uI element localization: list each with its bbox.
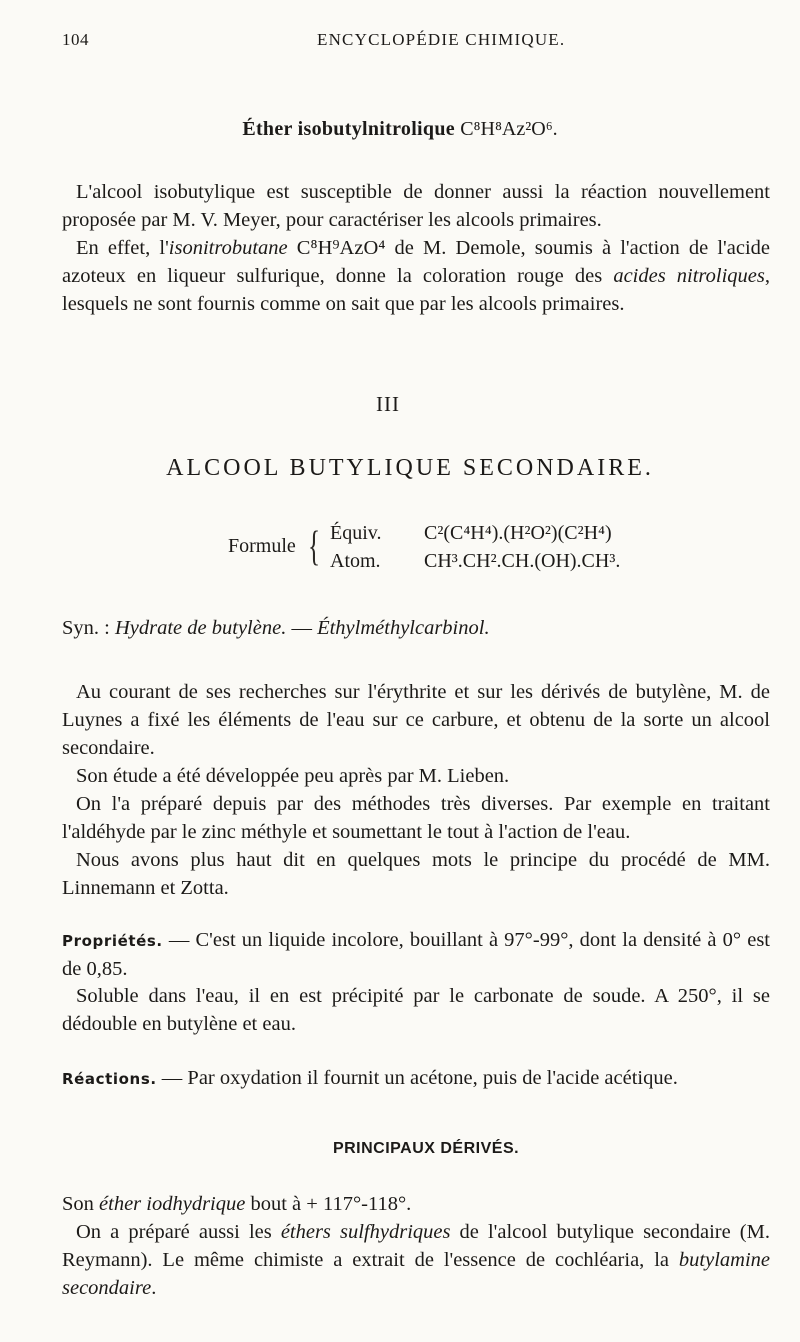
formula-atom-key: Atom. [330,550,381,572]
runin-reactions: Réactions. [62,1070,157,1088]
paragraph-soluble: Soluble dans l'eau, il en est précipité par le carbonate de soude. A 250°, il se dédouble en butylène et eau. [62,985,770,1035]
formula-equiv-value: C²(C⁴H⁴).(H²O²)(C²H⁴) [424,522,612,544]
ether-heading-name: Éther isobutylnitrolique [242,118,455,140]
paragraph-properties: Propriétés. — C'est un liquide incolore, bouillant à 97°-99°, dont la densité à 0° est de 0,85. [62,929,770,980]
runin-proprietes: Propriétés. [62,932,163,950]
brace-glyph: { [308,524,321,570]
term-ether-iodhydrique: éther iodhydrique [99,1193,246,1215]
synonyms-line: Syn. : Hydrate de butylène. — Éthylméthylcarbinol. [62,617,490,639]
formula-atom-row [330,550,621,573]
paragraph-isonitrobutane: En effet, l'isonitrobutane C⁸H⁹AzO⁴ de M. Demole, soumis à l'action de l'acide azoteux en liqueur sulfurique, donne la coloration rouge des acides nitroliques, lesquels ne sont fournis comme on sait que par les alcools primaires. [62,237,770,315]
paragraph-iodhydrique: Son éther iodhydrique bout à + 117°-118°. [62,1193,412,1215]
paragraph-sulfhydriques: On a préparé aussi les éthers sulfhydriques de l'alcool butylique secondaire (M. Reymann). Le même chimiste a extrait de l'essence de cochléaria, la butylamine secondaire. [62,1221,770,1299]
paragraph-luynes: Au courant de ses recherches sur l'érythrite et sur les dérivés de butylène, M. de Luynes a fixé les éléments de l'eau sur ce carbure, et obtenu de la sorte un alcool secondaire. [62,681,770,759]
derivatives-heading: PRINCIPAUX DÉRIVÉS. [332,1140,520,1157]
formula-block [228,522,648,582]
term-acides-nitroliques: acides nitroliques [613,265,765,287]
paragraph-lieben: Son étude a été développée peu après par M. Lieben. [76,765,510,787]
ether-heading-formula: C⁸H⁸Az²O⁶. [460,118,558,140]
section-number: III [376,392,400,416]
term-butylamine: butylamine secondaire [62,1249,770,1299]
ether-heading [0,116,800,141]
formula-atom-value: CH³.CH².CH.(OH).CH³. [424,550,621,572]
section-title: ALCOOL BUTYLIQUE SECONDAIRE. [166,455,654,481]
paragraph-linnemann: Nous avons plus haut dit en quelques mots le principe du procédé de MM. Linnemann et Zotta. [62,849,770,899]
synonym-carbinol: Éthylméthylcarbinol. [317,617,490,639]
running-title: ENCYCLOPÉDIE CHIMIQUE. [317,30,566,49]
formula-equiv-key: Équiv. [330,522,382,544]
term-ethers-sulfhydriques: éthers sulfhydriques [280,1221,451,1243]
paragraph-reactions: Réactions. — Par oxydation il fournit un acétone, puis de l'acide acétique. [62,1067,678,1089]
formula-label: Formule [228,535,296,557]
running-head [62,30,760,54]
page-number: 104 [62,30,89,49]
paragraph-methods: On l'a préparé depuis par des méthodes très diverses. Par exemple en traitant l'aldéhyde par le zinc méthyle et soumettant le tout à l'action de l'eau. [62,793,770,843]
synonym-hydrate: Hydrate de butylène. [114,617,287,639]
paragraph-meyer-reaction: L'alcool isobutylique est susceptible de donner aussi la réaction nouvellement proposée par M. V. Meyer, pour caractériser les alcools primaires. [62,181,770,231]
formula-equiv-row [330,522,612,545]
term-isonitrobutane: isonitrobutane [168,237,288,259]
